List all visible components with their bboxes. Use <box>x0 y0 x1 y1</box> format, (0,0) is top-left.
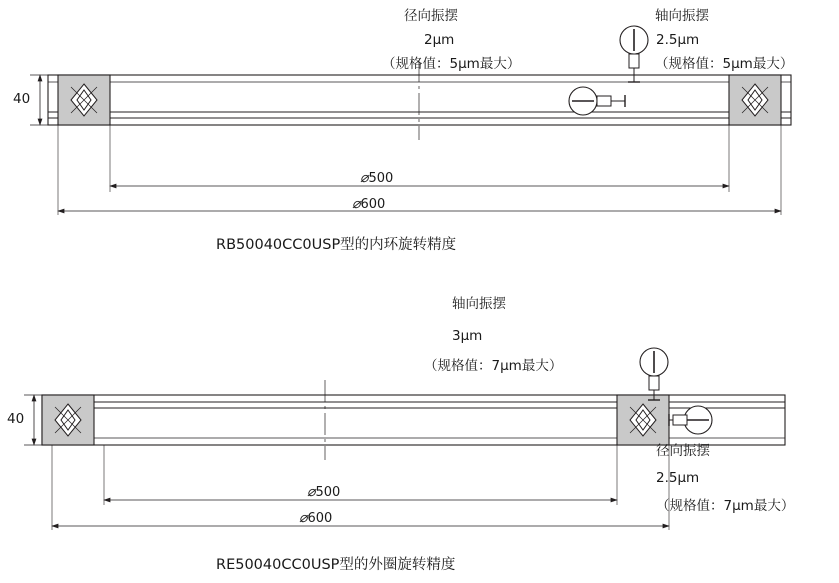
fig1-outer-diameter-value: 600 <box>360 197 386 212</box>
fig1-radial-title: 径向振摆 <box>404 8 458 24</box>
fig1-radial-spec: （规格值：5μm最大） <box>382 56 521 72</box>
fig2-outer-diameter-value: 600 <box>307 511 333 526</box>
fig2-inner-diameter-value: 500 <box>315 485 341 500</box>
fig1-axial-spec: （规格值：5μm最大） <box>655 56 794 72</box>
figure-inner-ring-geometry <box>30 26 809 215</box>
fig1-caption: RB50040CC0USP型的内环旋转精度 <box>216 237 457 253</box>
phi-symbol-icon: ⌀ <box>360 170 369 186</box>
fig2-radial-title: 径向振摆 <box>656 443 710 459</box>
fig2-axial-spec: （规格值：7μm最大） <box>424 358 563 374</box>
fig1-height-dim: 40 <box>13 91 31 107</box>
fig2-axial-value: 3μm <box>452 328 483 344</box>
phi-symbol-icon: ⌀ <box>352 196 361 212</box>
fig2-caption: RE50040CC0USP型的外圈旋转精度 <box>216 557 456 573</box>
axial-gauge-indicator-2 <box>640 348 668 400</box>
fig1-axial-title: 轴向振摆 <box>655 8 709 24</box>
fig1-outer-diameter-dim <box>352 196 385 212</box>
fig1-axial-value: 2.5μm <box>656 32 700 48</box>
fig1-radial-value: 2μm <box>424 32 455 48</box>
fig1-inner-diameter-value: 500 <box>368 171 394 186</box>
axial-gauge-indicator-1 <box>620 26 648 82</box>
phi-symbol-icon: ⌀ <box>299 510 308 526</box>
fig2-radial-spec: （规格值：7μm最大） <box>656 498 795 514</box>
fig2-height-dim: 40 <box>7 411 25 427</box>
fig2-axial-title: 轴向振摆 <box>452 296 506 312</box>
fig1-inner-diameter-dim <box>360 170 393 186</box>
fig2-radial-value: 2.5μm <box>656 470 700 486</box>
fig2-outer-diameter-dim <box>299 510 332 526</box>
phi-symbol-icon: ⌀ <box>307 484 316 500</box>
fig2-inner-diameter-dim <box>307 484 340 500</box>
